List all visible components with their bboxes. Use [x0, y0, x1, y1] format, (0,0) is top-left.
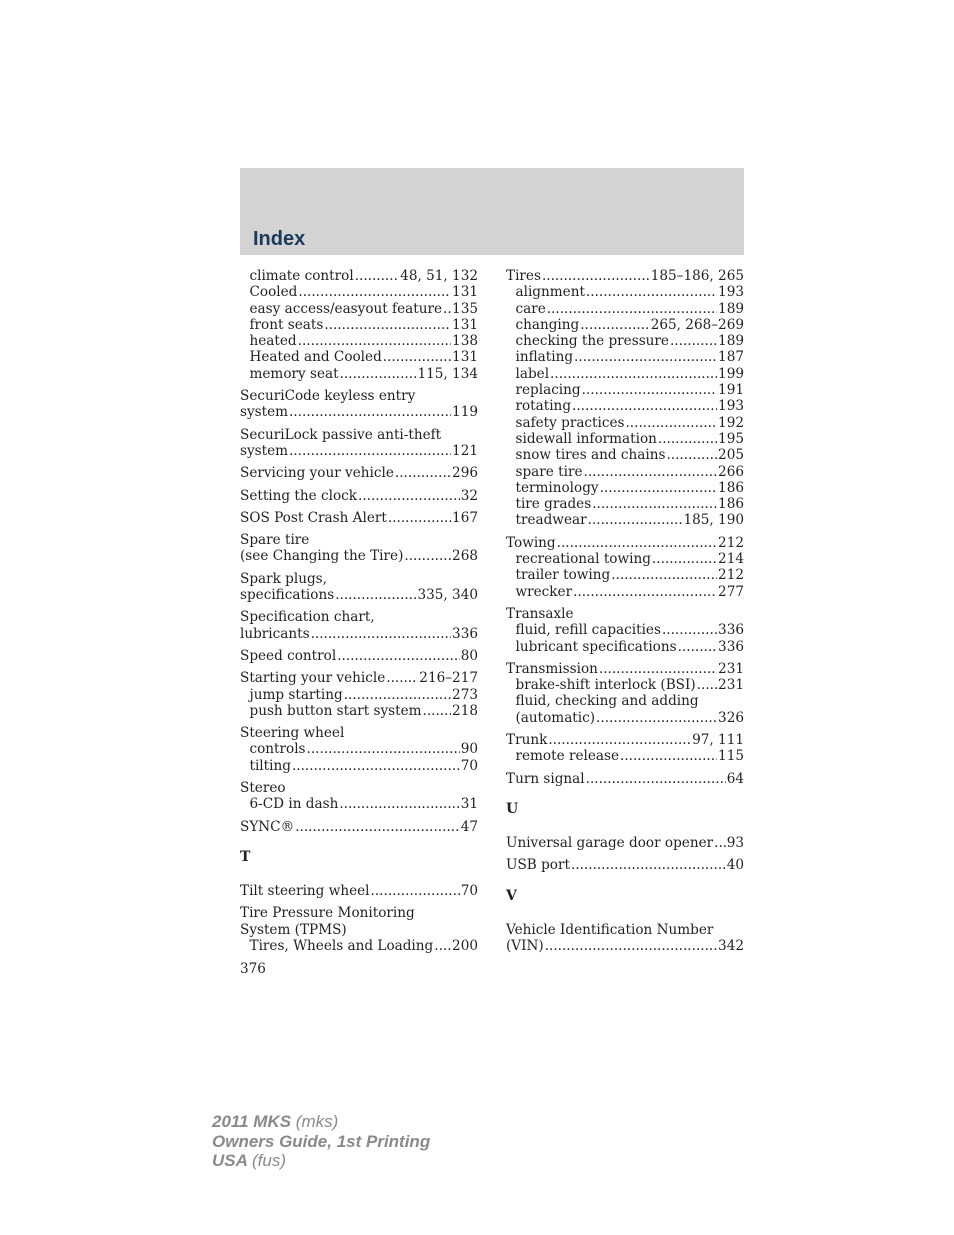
index-entry [506, 857, 744, 873]
entry-text: wrecker [515, 583, 573, 600]
entry-text: System (TPMS) [240, 921, 347, 938]
page-reference: 214 [718, 551, 744, 568]
page-reference: 119 [452, 404, 478, 421]
dot-leader [584, 464, 718, 480]
entry-text: Transmission [506, 660, 598, 677]
entry-text: Heated and Cooled [249, 349, 382, 366]
index-line [240, 609, 478, 625]
entry-text: specifications [240, 587, 335, 604]
index-subentry [506, 622, 744, 638]
index-entry [240, 488, 478, 504]
dot-leader [571, 857, 726, 873]
index-subentry [240, 349, 478, 365]
dot-leader [289, 443, 451, 459]
entry-text: label [515, 365, 550, 382]
dot-leader [666, 447, 717, 463]
index-entry [240, 905, 478, 954]
index-subentry [240, 317, 478, 333]
dot-leader [388, 510, 451, 526]
dot-leader [404, 548, 451, 564]
index-subentry [240, 333, 478, 349]
footer-line-model [212, 1112, 430, 1132]
index-subentry [506, 301, 744, 317]
page-reference: 212 [718, 567, 744, 584]
entry-text: spare tire [515, 463, 583, 480]
dot-leader [298, 333, 451, 349]
index-line [240, 905, 478, 921]
dot-leader [572, 398, 717, 414]
page-reference: 97, 111 [692, 732, 744, 749]
index-line [240, 488, 478, 504]
page-title: Index [253, 228, 306, 250]
page-reference: 138 [452, 333, 478, 350]
index-line [506, 938, 744, 954]
page-reference: 115, 134 [417, 365, 478, 382]
index-subentry [240, 366, 478, 382]
index-subentry [506, 349, 744, 365]
page-reference: 231 [718, 660, 744, 677]
entry-text: inflating [515, 349, 574, 366]
page-reference: 336 [452, 625, 478, 642]
dot-leader [298, 284, 451, 300]
index-line [240, 388, 478, 404]
index-line [240, 404, 478, 420]
entry-text: Starting your vehicle [240, 670, 386, 687]
index-subentry [240, 741, 478, 757]
document-footer [212, 1112, 430, 1171]
index-line [506, 771, 744, 787]
dot-leader [586, 284, 717, 300]
entry-text: system [240, 442, 289, 459]
index-entry [506, 606, 744, 655]
entry-text: Towing [506, 534, 556, 551]
index-subentry [240, 938, 478, 954]
footer-region: USA [212, 1151, 248, 1170]
index-subentry [506, 382, 744, 398]
dot-leader [434, 938, 451, 954]
entry-text: Vehicle Identification Number [506, 921, 714, 938]
entry-text: Transaxle [506, 605, 574, 622]
entry-text: SecuriLock passive anti-theft [240, 426, 442, 443]
index-line [240, 922, 478, 938]
dot-leader [596, 710, 717, 726]
index-subentry [506, 639, 744, 655]
index-column-right [506, 268, 744, 960]
index-line [240, 648, 478, 664]
dot-leader [580, 317, 649, 333]
dot-leader [582, 382, 717, 398]
index-subentry [506, 710, 744, 726]
entry-text: climate control [249, 268, 354, 284]
index-line [506, 922, 744, 938]
page-reference: 335, 340 [417, 587, 478, 604]
index-line [240, 427, 478, 443]
dot-leader [311, 626, 451, 642]
dot-leader [339, 796, 459, 812]
dot-leader [611, 567, 717, 583]
index-subentry [240, 703, 478, 719]
index-entry [240, 819, 478, 835]
page-reference: 70 [460, 757, 478, 774]
index-subentry [506, 464, 744, 480]
page-reference: 266 [718, 463, 744, 480]
dot-leader [340, 366, 417, 382]
index-line [506, 857, 744, 873]
entry-text: rotating [515, 398, 572, 415]
entry-text: memory seat [249, 365, 339, 382]
page-reference: 80 [460, 647, 478, 664]
entry-text: changing [515, 316, 580, 333]
entry-text: Spare tire [240, 532, 310, 549]
dot-leader [335, 587, 416, 603]
footer-region-code: (fus) [252, 1151, 286, 1170]
page-number: 376 [240, 961, 266, 977]
page-reference: 268 [452, 548, 478, 565]
entry-text: Trunk [506, 732, 548, 749]
footer-line-guide [212, 1132, 430, 1152]
index-entry [506, 268, 744, 529]
page-reference: 296 [452, 465, 478, 482]
page-reference: 193 [718, 398, 744, 415]
page-reference: 193 [718, 284, 744, 301]
index-line [506, 835, 744, 851]
index-subentry [506, 693, 744, 709]
index-subentry [506, 677, 744, 693]
dot-leader [324, 317, 451, 333]
index-subentry [506, 480, 744, 496]
entry-text: tire grades [515, 496, 592, 513]
dot-leader [295, 819, 460, 835]
dot-leader [678, 639, 717, 655]
dot-leader [588, 512, 683, 528]
page-reference: 273 [452, 686, 478, 703]
page-reference: 231 [718, 677, 744, 694]
index-subentry [240, 796, 478, 812]
dot-leader [548, 732, 691, 748]
dot-leader [600, 480, 717, 496]
footer-model-code: (mks) [295, 1112, 339, 1131]
entry-text: snow tires and chains [515, 447, 666, 464]
page-reference: 200 [452, 937, 478, 954]
entry-text: Specification chart, [240, 609, 375, 626]
footer-line-region [212, 1151, 430, 1171]
index-line [506, 606, 744, 622]
index-line [240, 780, 478, 796]
entry-text: checking the pressure [515, 333, 669, 350]
page-reference: 167 [452, 509, 478, 526]
entry-text: lubricant specifications [515, 638, 677, 655]
page-reference: 342 [718, 937, 744, 954]
dot-leader [344, 687, 451, 703]
page-reference: 195 [718, 430, 744, 447]
index-subentry [240, 687, 478, 703]
page-reference: 131 [452, 284, 478, 301]
index-subentry [506, 284, 744, 300]
dot-leader [550, 366, 717, 382]
dot-leader [599, 661, 717, 677]
page-reference: 185, 190 [683, 512, 744, 529]
page-reference: 131 [452, 349, 478, 366]
index-entry [506, 661, 744, 726]
entry-text: SYNC® [240, 818, 295, 835]
dot-leader [289, 404, 451, 420]
index-subentry [506, 447, 744, 463]
index-line [240, 725, 478, 741]
page-reference: 265, 268–269 [650, 316, 744, 333]
entry-text: Tire Pressure Monitoring [240, 905, 415, 922]
index-subentry [240, 758, 478, 774]
index-subentry [506, 512, 744, 528]
index-entry [240, 532, 478, 565]
section-letter: V [506, 887, 517, 904]
index-subentry [506, 431, 744, 447]
entry-text: USB port [506, 857, 570, 874]
entry-text: Tires [506, 268, 541, 284]
index-line [240, 443, 478, 459]
index-entry [240, 510, 478, 526]
page-reference: 47 [460, 818, 478, 835]
page-reference: 189 [718, 333, 744, 350]
page-reference: 93 [726, 834, 744, 851]
index-line [240, 510, 478, 526]
dot-leader [386, 670, 418, 686]
dot-leader [620, 748, 717, 764]
entry-text: brake-shift interlock (BSI) [515, 677, 696, 694]
index-line [506, 732, 744, 748]
index-line [506, 661, 744, 677]
dot-leader [371, 883, 460, 899]
page-reference: 115 [718, 748, 744, 765]
dot-leader [652, 551, 717, 567]
index-line [240, 883, 478, 899]
page-reference: 70 [460, 882, 478, 899]
dot-leader [395, 465, 451, 481]
index-line [240, 548, 478, 564]
index-line [240, 819, 478, 835]
entry-text: tilting [249, 757, 291, 774]
dot-leader [557, 535, 717, 551]
dot-leader [443, 301, 451, 317]
dot-leader [292, 758, 460, 774]
entry-text: easy access/easyout feature [249, 300, 443, 317]
section-letter: T [240, 848, 251, 865]
entry-text: alignment [515, 284, 585, 301]
dot-leader [658, 431, 717, 447]
index-line [240, 626, 478, 642]
page-reference: 135 [452, 300, 478, 317]
index-subentry [506, 366, 744, 382]
dot-leader [337, 648, 460, 664]
entry-text: sidewall information [515, 430, 657, 447]
entry-text: Spark plugs, [240, 570, 327, 587]
dot-leader [355, 268, 399, 284]
entry-text: Tilt steering wheel [240, 882, 370, 899]
entry-text: trailer towing [515, 567, 611, 584]
dot-leader [307, 741, 460, 757]
index-subentry [506, 748, 744, 764]
page-reference: 191 [718, 382, 744, 399]
entry-text: Cooled [249, 284, 298, 301]
entry-text: care [515, 300, 546, 317]
index-entry [240, 648, 478, 664]
page-reference: 336 [718, 622, 744, 639]
entry-text: (see Changing the Tire) [240, 548, 404, 565]
page-reference: 48, 51, 132 [400, 268, 478, 284]
index-subentry [506, 398, 744, 414]
index-entry [240, 388, 478, 421]
index-subentry [506, 567, 744, 583]
page-reference: 40 [726, 857, 744, 874]
entry-text: Setting the clock [240, 487, 357, 504]
index-line [240, 587, 478, 603]
index-entry [240, 725, 478, 774]
page-reference: 199 [718, 365, 744, 382]
index-entry [240, 780, 478, 813]
index-entry [240, 670, 478, 719]
index-entry [506, 771, 744, 787]
dot-leader [547, 301, 717, 317]
page-reference: 326 [718, 709, 744, 726]
index-entry [240, 571, 478, 604]
entry-text: Universal garage door opener [506, 834, 714, 851]
index-subentry [506, 333, 744, 349]
index-subentry [506, 551, 744, 567]
entry-text: Speed control [240, 647, 337, 664]
index-entry [506, 835, 744, 851]
dot-leader [573, 584, 717, 600]
index-header-band [240, 168, 744, 255]
entry-text: terminology [515, 479, 599, 496]
index-line [506, 268, 744, 284]
page-reference: 64 [726, 770, 744, 787]
page-reference: 189 [718, 300, 744, 317]
dot-leader [625, 415, 717, 431]
index-entry [506, 732, 744, 765]
entry-text: heated [249, 333, 297, 350]
page-reference: 131 [452, 316, 478, 333]
entry-text: jump starting [249, 686, 343, 703]
footer-model: 2011 MKS [212, 1112, 292, 1131]
index-entry [506, 922, 744, 955]
index-subentry [240, 301, 478, 317]
page-reference: 186 [718, 479, 744, 496]
dot-leader [714, 835, 726, 851]
index-entry [506, 535, 744, 600]
entry-text: system [240, 404, 289, 421]
page-reference: 186 [718, 496, 744, 513]
page-reference: 121 [452, 442, 478, 459]
page-reference: 185–186, 265 [650, 268, 744, 284]
index-line [240, 532, 478, 548]
dot-leader [670, 333, 717, 349]
section-letter: U [506, 800, 519, 817]
page-reference: 277 [718, 583, 744, 600]
footer-guide: Owners Guide, 1st Printing [212, 1131, 431, 1151]
dot-leader [423, 703, 452, 719]
index-entry [240, 427, 478, 460]
dot-leader [383, 349, 451, 365]
entry-text: Tires, Wheels and Loading [249, 937, 434, 954]
dot-leader [592, 496, 717, 512]
entry-text: 6-CD in dash [249, 796, 339, 813]
entry-text: Stereo [240, 780, 286, 797]
entry-text: remote release [515, 748, 620, 765]
entry-text: controls [249, 741, 306, 758]
index-entry [240, 883, 478, 899]
index-line [240, 571, 478, 587]
entry-text: treadwear [515, 512, 587, 529]
entry-text: (automatic) [515, 709, 596, 726]
page-reference: 90 [460, 741, 478, 758]
index-subentry [240, 268, 478, 284]
index-line [240, 465, 478, 481]
page-reference: 212 [718, 534, 744, 551]
page-reference: 336 [718, 638, 744, 655]
entry-text: front seats [249, 316, 324, 333]
page-reference: 187 [718, 349, 744, 366]
index-line [240, 670, 478, 686]
entry-text: SecuriCode keyless entry [240, 388, 416, 405]
index-subentry [506, 496, 744, 512]
page-reference: 218 [452, 702, 478, 719]
index-column-left [240, 268, 478, 960]
dot-leader [358, 488, 460, 504]
page-reference: 31 [460, 796, 478, 813]
entry-text: SOS Post Crash Alert [240, 509, 387, 526]
dot-leader [697, 677, 717, 693]
page-reference: 32 [460, 487, 478, 504]
page-reference: 205 [718, 447, 744, 464]
entry-text: push button start system [249, 702, 422, 719]
index-subentry [506, 584, 744, 600]
entry-text: Turn signal [506, 770, 585, 787]
entry-text: (VIN) [506, 937, 544, 954]
entry-text: Steering wheel [240, 725, 345, 742]
entry-text: fluid, refill capacities [515, 622, 661, 639]
index-entry [240, 465, 478, 481]
dot-leader [542, 268, 650, 284]
entry-text: Servicing your vehicle [240, 465, 394, 482]
entry-text: recreational towing [515, 551, 651, 568]
entry-text: replacing [515, 382, 581, 399]
entry-text: lubricants [240, 625, 310, 642]
index-subentry [506, 317, 744, 333]
index-entry [240, 268, 478, 382]
index-line [506, 535, 744, 551]
page-reference: 192 [718, 414, 744, 431]
dot-leader [586, 771, 726, 787]
dot-leader [662, 622, 717, 638]
index-subentry [240, 284, 478, 300]
entry-text: safety practices [515, 414, 625, 431]
index-entry [240, 609, 478, 642]
entry-text: fluid, checking and adding [515, 693, 699, 710]
dot-leader [574, 349, 717, 365]
index-subentry [506, 415, 744, 431]
dot-leader [545, 938, 717, 954]
page-reference: 216–217 [419, 670, 478, 687]
